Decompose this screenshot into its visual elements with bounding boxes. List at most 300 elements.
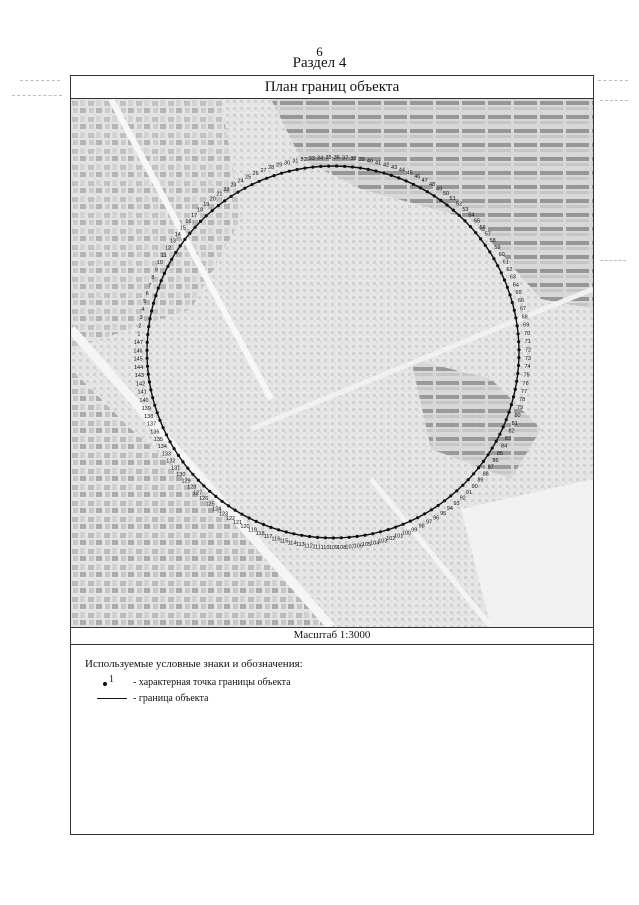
boundary-point bbox=[402, 523, 405, 526]
boundary-point bbox=[150, 309, 153, 312]
boundary-point bbox=[446, 204, 449, 207]
boundary-point bbox=[512, 395, 515, 398]
boundary-point bbox=[511, 301, 514, 304]
scan-artifact bbox=[20, 80, 60, 81]
boundary-point-label: 13 bbox=[169, 238, 176, 245]
boundary-point-label: 91 bbox=[465, 489, 472, 496]
boundary-point-label: 55 bbox=[474, 218, 481, 225]
boundary-point-label: 28 bbox=[268, 165, 275, 172]
boundary-point-label: 65 bbox=[515, 290, 522, 297]
boundary-point bbox=[469, 225, 472, 228]
legend-title: Используемые условные знаки и обозначения: bbox=[85, 658, 303, 670]
boundary-point bbox=[177, 454, 180, 457]
boundary-point-label: 25 bbox=[245, 174, 252, 181]
boundary-point bbox=[498, 433, 501, 436]
boundary-point bbox=[474, 231, 477, 234]
legend-point-row bbox=[97, 676, 291, 688]
boundary-point bbox=[236, 191, 239, 194]
boundary-point bbox=[146, 357, 149, 360]
boundary-point bbox=[300, 534, 303, 537]
boundary-point bbox=[507, 411, 510, 414]
scan-artifact bbox=[12, 95, 62, 96]
boundary-point bbox=[179, 244, 182, 247]
boundary-point bbox=[285, 530, 288, 533]
boundary-point bbox=[146, 365, 149, 368]
boundary-point bbox=[205, 214, 208, 217]
boundary-point-label: 121 bbox=[233, 520, 243, 527]
boundary-point bbox=[308, 535, 311, 538]
boundary-point bbox=[500, 271, 503, 274]
boundary-point bbox=[194, 226, 197, 229]
legend-line-row bbox=[97, 692, 208, 704]
boundary-point-label: 41 bbox=[375, 160, 382, 167]
boundary-point-label: 108 bbox=[337, 544, 347, 551]
boundary-point-label: 140 bbox=[139, 397, 149, 404]
boundary-point-label: 142 bbox=[136, 381, 146, 388]
boundary-point bbox=[405, 179, 408, 182]
boundary-point bbox=[387, 528, 390, 531]
boundary-point bbox=[262, 523, 265, 526]
plan-frame bbox=[70, 75, 594, 835]
boundary-line-symbol bbox=[97, 692, 133, 704]
boundary-point-label: 53 bbox=[462, 206, 469, 213]
boundary-point-label: 113 bbox=[295, 542, 305, 549]
boundary-point bbox=[472, 472, 475, 475]
boundary-point bbox=[280, 172, 283, 175]
boundary-point-label: 95 bbox=[440, 510, 447, 517]
boundary-point-label: 110 bbox=[320, 544, 330, 551]
boundary-point bbox=[379, 530, 382, 533]
boundary-point bbox=[145, 349, 148, 352]
boundary-point-label: 75 bbox=[523, 372, 530, 379]
boundary-point bbox=[166, 265, 169, 268]
boundary-point-label: 33 bbox=[308, 156, 315, 163]
boundary-point bbox=[397, 176, 400, 179]
boundary-point-label: 58 bbox=[489, 238, 496, 245]
boundary-point-label: 76 bbox=[522, 380, 529, 387]
boundary-point bbox=[426, 190, 429, 193]
boundary-point bbox=[506, 286, 509, 289]
boundary-point bbox=[151, 396, 154, 399]
boundary-point bbox=[351, 165, 354, 168]
boundary-point-label: 92 bbox=[459, 495, 466, 502]
boundary-point bbox=[492, 257, 495, 260]
boundary-point bbox=[371, 532, 374, 535]
boundary-point bbox=[243, 187, 246, 190]
boundary-point-label: 35 bbox=[325, 155, 332, 162]
boundary-point bbox=[513, 309, 516, 312]
boundary-point bbox=[188, 232, 191, 235]
boundary-point bbox=[170, 258, 173, 261]
boundary-point bbox=[356, 535, 359, 538]
section-heading: Раздел 4 bbox=[292, 55, 347, 71]
boundary-point bbox=[255, 520, 258, 523]
boundary-point-label: 59 bbox=[494, 245, 501, 252]
boundary-point-label: 23 bbox=[230, 182, 237, 189]
boundary-point bbox=[467, 478, 470, 481]
boundary-point bbox=[163, 272, 166, 275]
boundary-point-label: 62 bbox=[506, 266, 513, 273]
boundary-point-label: 21 bbox=[216, 191, 223, 198]
boundary-point bbox=[148, 380, 151, 383]
boundary-point-label: 11 bbox=[161, 252, 167, 259]
boundary-point-label: 115 bbox=[279, 538, 289, 545]
boundary-point-label: 22 bbox=[223, 186, 230, 193]
boundary-point bbox=[495, 440, 498, 443]
boundary-point-label: 63 bbox=[509, 274, 516, 281]
boundary-point bbox=[248, 516, 251, 519]
boundary-point-symbol bbox=[97, 676, 133, 688]
boundary-point bbox=[191, 473, 194, 476]
boundary-point-label: 132 bbox=[166, 458, 176, 465]
boundary-point-label: 98 bbox=[418, 523, 425, 530]
boundary-point bbox=[343, 165, 346, 168]
legend-point-label: - характерная точка границы объекта bbox=[133, 676, 291, 688]
boundary-point-label: 2 bbox=[138, 323, 142, 330]
boundary-point-label: 102 bbox=[386, 536, 396, 543]
boundary-point-label: 16 bbox=[185, 219, 192, 226]
boundary-point bbox=[449, 494, 452, 497]
divider bbox=[71, 644, 593, 645]
boundary-point-label: 111 bbox=[312, 544, 321, 551]
plan-title: План границ объекта bbox=[71, 76, 593, 99]
boundary-point-label: 43 bbox=[391, 164, 398, 171]
boundary-point bbox=[288, 170, 291, 173]
boundary-point bbox=[258, 180, 261, 183]
boundary-point bbox=[230, 195, 233, 198]
boundary-point-label: 96 bbox=[433, 515, 440, 522]
boundary-point-label: 48 bbox=[428, 182, 436, 188]
boundary-point-label: 81 bbox=[511, 420, 518, 427]
boundary-point bbox=[423, 512, 426, 515]
boundary-point-label: 17 bbox=[191, 213, 198, 220]
boundary-point bbox=[319, 165, 322, 168]
boundary-point-label: 117 bbox=[263, 533, 273, 540]
boundary-point-label: 7 bbox=[148, 283, 152, 289]
boundary-point-label: 72 bbox=[524, 347, 532, 354]
boundary-point bbox=[223, 199, 226, 202]
boundary-point bbox=[269, 526, 272, 529]
boundary-point bbox=[340, 536, 343, 539]
boundary-point-label: 147 bbox=[133, 340, 143, 346]
boundary-point bbox=[332, 536, 335, 539]
boundary-point bbox=[363, 534, 366, 537]
boundary-point bbox=[455, 489, 458, 492]
boundary-point-label: 85 bbox=[496, 450, 503, 457]
boundary-point-label: 101 bbox=[394, 533, 404, 540]
boundary-point-label: 118 bbox=[255, 530, 265, 537]
boundary-point bbox=[443, 499, 446, 502]
boundary-point bbox=[158, 419, 161, 422]
boundary-point bbox=[374, 169, 377, 172]
boundary-point-label: 128 bbox=[187, 484, 197, 491]
boundary-point bbox=[335, 164, 338, 167]
boundary-point bbox=[419, 186, 422, 189]
boundary-point-label: 5 bbox=[143, 298, 147, 305]
boundary-point-label: 116 bbox=[271, 536, 281, 543]
boundary-point-label: 51 bbox=[449, 196, 456, 202]
boundary-point bbox=[174, 251, 177, 254]
boundary-point-label: 27 bbox=[260, 167, 267, 174]
boundary-point-label: 30 bbox=[284, 160, 291, 167]
boundary-point-label: 146 bbox=[133, 348, 143, 355]
boundary-point bbox=[433, 194, 436, 197]
boundary-point bbox=[240, 513, 243, 516]
boundary-point-label: 1 bbox=[137, 331, 141, 338]
scan-artifact bbox=[600, 260, 626, 261]
boundary-point bbox=[517, 364, 520, 367]
legend-point-number: 1 bbox=[109, 674, 114, 685]
boundary-point-label: 56 bbox=[479, 224, 486, 231]
boundary-point bbox=[416, 516, 419, 519]
boundary-point-label: 42 bbox=[383, 162, 390, 169]
boundary-point bbox=[211, 209, 214, 212]
boundary-point-label: 32 bbox=[300, 157, 307, 164]
boundary-point-label: 99 bbox=[411, 527, 418, 534]
boundary-point bbox=[214, 495, 217, 498]
boundary-point bbox=[324, 536, 327, 539]
boundary-point bbox=[316, 536, 319, 539]
boundary-point bbox=[503, 278, 506, 281]
boundary-point-label: 137 bbox=[147, 421, 157, 428]
boundary-point-label: 144 bbox=[134, 364, 144, 371]
boundary-point-label: 24 bbox=[237, 178, 244, 185]
boundary-point-label: 26 bbox=[252, 171, 259, 177]
boundary-point bbox=[508, 293, 511, 296]
boundary-point-label: 100 bbox=[401, 530, 412, 537]
boundary-point bbox=[382, 171, 385, 174]
boundary-point-label: 119 bbox=[248, 527, 257, 534]
boundary-point-label: 14 bbox=[174, 232, 181, 238]
boundary-point-label: 109 bbox=[328, 545, 338, 551]
boundary-point-label: 93 bbox=[453, 500, 460, 507]
boundary-point bbox=[515, 380, 518, 383]
boundary-point bbox=[147, 325, 150, 328]
boundary-point bbox=[183, 238, 186, 241]
boundary-point bbox=[496, 264, 499, 267]
boundary-point bbox=[505, 418, 508, 421]
boundary-point bbox=[439, 199, 442, 202]
boundary-point-label: 29 bbox=[276, 162, 283, 169]
boundary-point-label: 106 bbox=[353, 543, 363, 550]
boundary-point-label: 37 bbox=[342, 155, 349, 162]
boundary-point bbox=[517, 348, 520, 351]
boundary-point-label: 135 bbox=[153, 436, 163, 443]
boundary-point bbox=[154, 294, 157, 297]
boundary-point-label: 66 bbox=[517, 298, 525, 305]
boundary-point-label: 49 bbox=[436, 186, 443, 193]
boundary-point-label: 36 bbox=[333, 155, 340, 161]
boundary-point bbox=[488, 250, 491, 253]
boundary-point bbox=[199, 220, 202, 223]
boundary-point-label: 15 bbox=[179, 225, 186, 232]
boundary-point-label: 120 bbox=[240, 524, 250, 530]
boundary-point-label: 130 bbox=[176, 471, 186, 478]
boundary-point bbox=[479, 237, 482, 240]
boundary-point bbox=[292, 532, 295, 535]
boundary-point-label: 52 bbox=[456, 201, 463, 208]
boundary-point bbox=[234, 509, 237, 512]
boundary-point bbox=[162, 426, 165, 429]
boundary-point-label: 139 bbox=[141, 405, 151, 412]
boundary-point-label: 70 bbox=[524, 330, 531, 337]
boundary-point-label: 40 bbox=[366, 158, 373, 165]
boundary-point bbox=[484, 244, 487, 247]
boundary-point-label: 73 bbox=[524, 355, 531, 362]
boundary-point bbox=[311, 166, 314, 169]
boundary-point bbox=[153, 404, 156, 407]
boundary-point-label: 124 bbox=[212, 506, 222, 513]
boundary-point-label: 141 bbox=[137, 389, 147, 396]
boundary-point-label: 83 bbox=[504, 436, 511, 443]
boundary-point bbox=[486, 453, 489, 456]
boundary-point-label: 97 bbox=[425, 519, 433, 526]
boundary-point bbox=[412, 183, 415, 186]
boundary-point bbox=[169, 440, 172, 443]
boundary-point bbox=[296, 168, 299, 171]
boundary-point bbox=[510, 403, 513, 406]
boundary-point-label: 60 bbox=[498, 252, 505, 259]
boundary-point-label: 67 bbox=[519, 306, 527, 313]
boundary-point bbox=[348, 536, 351, 539]
boundary-point-label: 88 bbox=[482, 471, 489, 478]
boundary-point-label: 145 bbox=[133, 356, 143, 363]
boundary-point bbox=[208, 490, 211, 493]
boundary-point bbox=[394, 526, 397, 529]
boundary-point-label: 4 bbox=[141, 307, 145, 313]
boundary-point bbox=[149, 388, 152, 391]
boundary-point bbox=[186, 467, 189, 470]
boundary-point-label: 126 bbox=[199, 496, 209, 502]
boundary-point-label: 54 bbox=[468, 212, 475, 219]
boundary-point bbox=[514, 316, 517, 319]
boundary-point-label: 57 bbox=[484, 231, 491, 238]
page-number: 6 bbox=[316, 44, 323, 59]
legend-line-label: - граница объекта bbox=[133, 692, 209, 704]
boundary-point bbox=[160, 279, 163, 282]
boundary-point-label: 134 bbox=[157, 444, 167, 451]
boundary-point bbox=[359, 166, 362, 169]
boundary-point-label: 138 bbox=[144, 413, 154, 420]
boundary-point-label: 87 bbox=[487, 464, 494, 471]
boundary-point bbox=[517, 332, 520, 335]
boundary-point-label: 74 bbox=[524, 364, 531, 371]
boundary-point bbox=[227, 504, 230, 507]
boundary-point-label: 143 bbox=[134, 373, 144, 380]
boundary-point-label: 71 bbox=[524, 339, 531, 346]
boundary-point bbox=[147, 373, 150, 376]
boundary-point bbox=[409, 520, 412, 523]
boundary-point bbox=[146, 333, 149, 336]
boundary-point bbox=[303, 167, 306, 170]
boundary-point-label: 79 bbox=[516, 405, 524, 412]
boundary-point-label: 103 bbox=[378, 538, 388, 545]
boundary-point-label: 9 bbox=[154, 267, 158, 274]
boundary-point-label: 12 bbox=[165, 245, 172, 252]
boundary-point-label: 44 bbox=[398, 167, 405, 174]
boundary-point bbox=[156, 411, 159, 414]
boundary-point bbox=[482, 460, 485, 463]
boundary-point bbox=[220, 500, 223, 503]
boundary-point-label: 107 bbox=[345, 544, 355, 551]
boundary-point-label: 122 bbox=[225, 515, 236, 522]
boundary-point-label: 84 bbox=[501, 443, 508, 450]
boundary-point bbox=[430, 508, 433, 511]
boundary-point-label: 131 bbox=[171, 465, 181, 472]
boundary-point-label: 39 bbox=[358, 157, 365, 164]
boundary-point-label: 38 bbox=[350, 156, 357, 163]
boundary-point bbox=[273, 174, 276, 177]
boundary-point-label: 77 bbox=[521, 389, 528, 395]
boundary-point-label: 125 bbox=[205, 501, 215, 508]
boundary-point-label: 105 bbox=[361, 542, 372, 549]
boundary-point bbox=[502, 425, 505, 428]
boundary-point bbox=[517, 356, 520, 359]
boundary-point bbox=[461, 484, 464, 487]
boundary-point bbox=[148, 317, 151, 320]
boundary-point bbox=[277, 528, 280, 531]
boundary-point-label: 78 bbox=[519, 397, 526, 404]
boundary-point-label: 90 bbox=[471, 483, 478, 490]
boundary-point-label: 127 bbox=[193, 490, 203, 497]
boundary-point bbox=[437, 504, 440, 507]
boundary-point-label: 123 bbox=[218, 511, 229, 518]
boundary-point-label: 112 bbox=[304, 543, 313, 550]
boundary-point bbox=[516, 372, 519, 375]
boundary-point bbox=[517, 340, 520, 343]
boundary-point-label: 68 bbox=[521, 314, 528, 321]
boundary-point-label: 86 bbox=[492, 457, 499, 464]
boundary-point bbox=[146, 341, 149, 344]
boundary-point-label: 18 bbox=[197, 207, 204, 214]
boundary-point-label: 94 bbox=[446, 506, 453, 513]
boundary-point bbox=[197, 479, 200, 482]
boundary-point bbox=[181, 460, 184, 463]
map-scale: Масштаб 1:3000 bbox=[293, 629, 371, 641]
boundary-point bbox=[202, 484, 205, 487]
boundary-point-label: 46 bbox=[414, 174, 421, 181]
boundary-point bbox=[452, 209, 455, 212]
boundary-point-label: 64 bbox=[512, 282, 519, 289]
boundary-point bbox=[463, 219, 466, 222]
scan-artifact bbox=[600, 100, 628, 101]
boundary-point bbox=[250, 183, 253, 186]
boundary-point-label: 31 bbox=[292, 158, 299, 165]
boundary-point bbox=[491, 447, 494, 450]
boundary-point-label: 20 bbox=[209, 196, 216, 203]
boundary-point bbox=[327, 165, 330, 168]
boundary-point bbox=[217, 204, 220, 207]
boundary-point-label: 80 bbox=[514, 413, 521, 420]
boundary-point-label: 61 bbox=[502, 259, 509, 266]
boundary-point-label: 136 bbox=[150, 429, 160, 436]
boundary-point-label: 82 bbox=[508, 428, 515, 435]
boundary-point bbox=[390, 174, 393, 177]
boundary-point-label: 104 bbox=[370, 540, 380, 547]
boundary-point bbox=[458, 214, 461, 217]
boundary-point-label: 3 bbox=[139, 315, 143, 322]
boundary-point-label: 114 bbox=[287, 540, 297, 547]
boundary-point bbox=[165, 433, 168, 436]
boundary-point-label: 47 bbox=[421, 177, 428, 184]
boundary-point-label: 69 bbox=[523, 322, 530, 329]
scan-artifact bbox=[598, 80, 628, 81]
aerial-map[interactable] bbox=[71, 99, 593, 628]
boundary-point bbox=[157, 287, 160, 290]
boundary-point-label: 89 bbox=[477, 477, 484, 484]
boundary-point bbox=[265, 177, 268, 180]
boundary-point-label: 50 bbox=[442, 191, 450, 198]
